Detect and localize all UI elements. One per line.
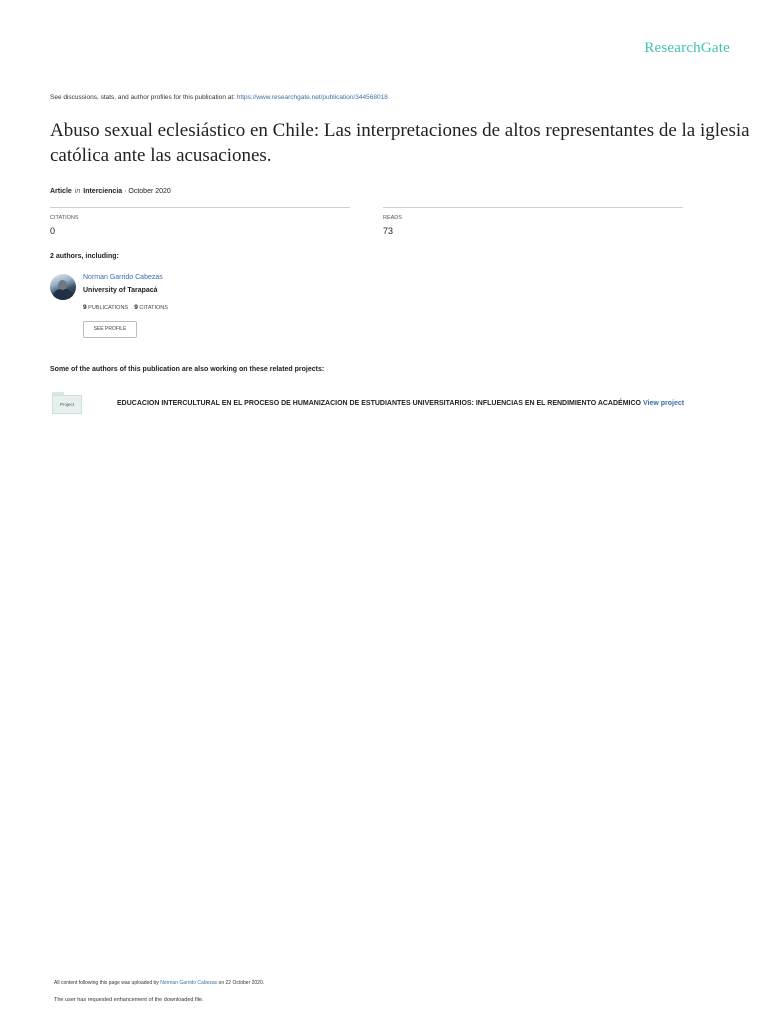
projects-heading: Some of the authors of this publication are also working on these related projects:: [50, 366, 325, 373]
author-publications-count: 9: [83, 304, 87, 311]
project-icon-label: Project: [52, 395, 82, 414]
header-note-text: See discussions, stats, and author profiles for this publication at:: [50, 94, 237, 101]
author-citations-label: CITATIONS: [139, 305, 168, 311]
author-publications-label: PUBLICATIONS: [88, 305, 129, 311]
author-citations-count: 9: [134, 304, 138, 311]
enhancement-note: The user has requested enhancement of the downloaded file.: [54, 997, 204, 1003]
publication-type: Article: [50, 188, 72, 195]
author-avatar[interactable]: [50, 274, 76, 300]
author-name-link[interactable]: Norman Garrido Cabezas: [83, 274, 163, 281]
upload-note-prefix: All content following this page was uploaded by: [54, 980, 161, 986]
publication-url-link[interactable]: https://www.researchgate.net/publication/344568018: [236, 94, 388, 101]
reads-label: READS: [383, 215, 402, 221]
publication-date: · October 2020: [122, 188, 171, 195]
reads-divider: [383, 207, 683, 208]
citations-label: CITATIONS: [50, 215, 79, 221]
upload-note: [54, 980, 264, 986]
authors-heading: 2 authors, including:: [50, 253, 119, 260]
citations-divider: [50, 207, 350, 208]
project-title: EDUCACION INTERCULTURAL EN EL PROCESO DE HUMANIZACION DE ESTUDIANTES UNIVERSITARIOS: INFLUENCIAS EN EL RENDIMIENTO ACADÉMICO: [117, 400, 641, 407]
view-project-link[interactable]: View project: [642, 400, 685, 407]
publication-in: in: [74, 188, 81, 195]
publication-meta: [50, 188, 171, 195]
author-stats: [83, 304, 168, 311]
see-profile-button[interactable]: SEE PROFILE: [83, 321, 137, 338]
reads-value: 73: [383, 226, 394, 236]
project-item: [117, 400, 684, 407]
project-folder-icon[interactable]: [52, 392, 82, 414]
header-note: [50, 94, 388, 101]
uploader-link[interactable]: Norman Garrido Cabezas: [160, 980, 218, 986]
citations-value: 0: [50, 226, 56, 236]
researchgate-logo[interactable]: ResearchGate: [644, 40, 730, 56]
author-institution: University of Tarapacá: [83, 287, 158, 294]
upload-note-suffix: on 22 October 2020.: [217, 980, 265, 986]
publication-title: Abuso sexual eclesiástico en Chile: Las interpretaciones de altos representantes de la iglesia católica ante las acusaciones.: [50, 120, 750, 166]
journal-link[interactable]: Interciencia: [83, 188, 123, 195]
